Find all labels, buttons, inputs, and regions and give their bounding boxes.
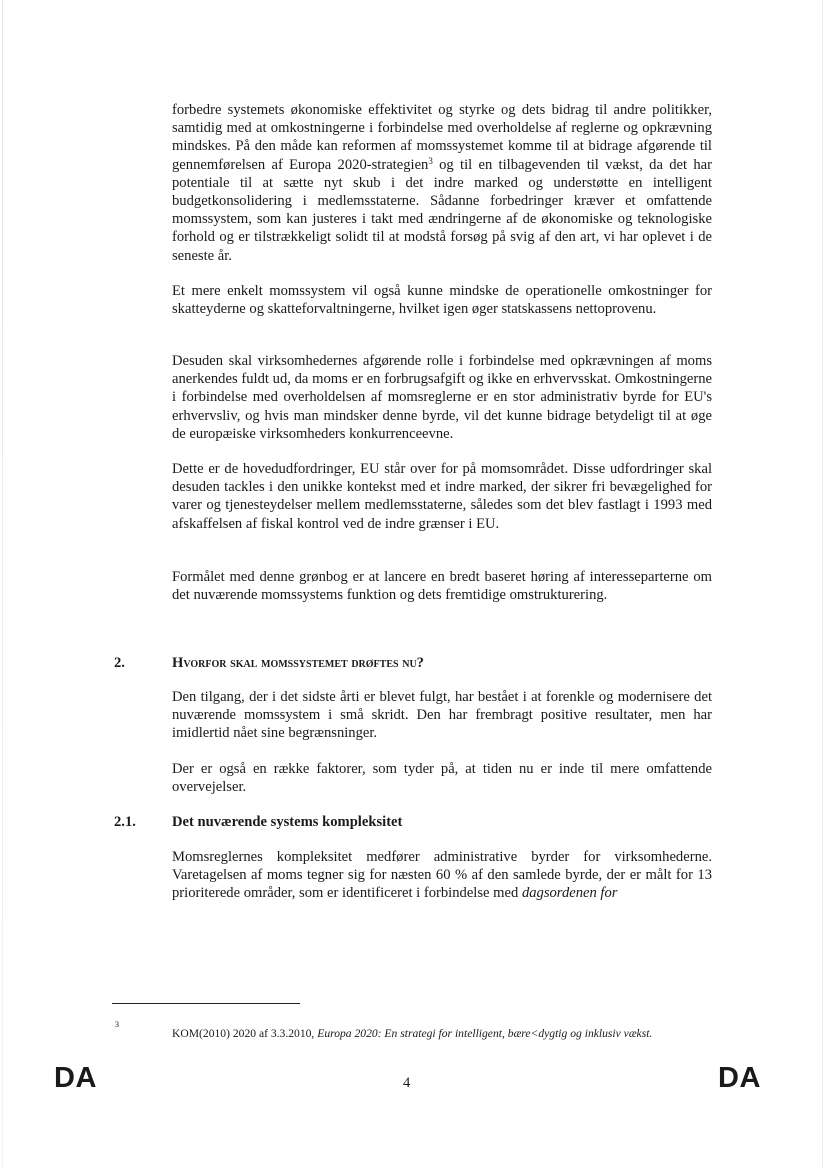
paragraph-1	[172, 101, 712, 265]
language-code-left: DA	[54, 1062, 97, 1094]
footnote-mark: 3	[115, 1020, 119, 1029]
paragraph-2: Et mere enkelt momssystem vil også kunne mindske de operationelle omkostninger for skatteyderne og skatteforvaltningerne, hvilket igen øger statskassens nettoprovenu.	[172, 283, 712, 318]
scan-edge-right	[822, 0, 823, 1168]
scan-edge-left	[2, 0, 3, 1168]
section-2-number: 2.	[114, 655, 125, 671]
paragraph-3: Desuden skal virksomhedernes afgørende rolle i forbindelse med opkrævningen af moms anerkendes fuldt ud, da moms er en forbrugsafgift og ikke en erhvervsskat. Omkostningerne i forbindelse med overholdelsen af momsreglerne er en stor administrativ byrde for EU's erhvervsliv, og hvis man mindsker denne byrde, vil det kunne bidrage betydeligt til at øge de europæiske virksomheders konkurrenceevne.	[172, 353, 712, 442]
section-2-1-title: Det nuværende systems kompleksitet	[172, 814, 403, 830]
paragraph-5: Formålet med denne grønbog er at lancere en bredt baseret høring af interesseparterne om det nuværende momssystems funktion og dets fremtidige omstrukturering.	[172, 569, 712, 604]
paragraph-4: Dette er de hovedudfordringer, EU står over for på momsområdet. Disse udfordringer skal desuden tackles i den unikke kontekst med et indre marked, der sikrer fri bevægelighed for varer og tjenesteydelser mellem medlemsstaterne, således som det blev fastlagt i 1993 med afskaffelsen af fiskal kontrol ved de indre grænser i EU.	[172, 461, 712, 532]
footnote-reference: 3	[428, 155, 433, 166]
footnote-text-plain: KOM(2010) 2020 af 3.3.2010,	[172, 1027, 318, 1040]
section-2-1-number: 2.1.	[114, 814, 136, 830]
paragraph-1-text: forbedre systemets økonomiske effektivitet og styrke og dets bidrag til andre politikker, samtidig med at omkostningerne i forbindelse med overholdelse af reglerne og opkrævning mindskes. På den måde kan reformen af momssystemet komme til at bidrage afgørende til gennemførelsen af Europa 2020-strategien	[172, 102, 712, 173]
footnote-text	[172, 1027, 652, 1041]
footnote-text-italic: Europa 2020: En strategi for intelligent, bære<dygtig og inklusiv vækst.	[317, 1027, 653, 1040]
paragraph-8-italic: dagsordenen for	[521, 885, 618, 902]
paragraph-7: Der er også en række faktorer, som tyder på, at tiden nu er inde til mere omfattende overvejelser.	[172, 761, 712, 796]
paragraph-8-text: Momsreglernes kompleksitet medfører administrative byrder for virksomhederne. Varetagelsen af moms tegner sig for næsten 60 % af den samlede byrde, der er målt for 13 prioriterede områder, som er identificeret i forbindelse med	[172, 849, 712, 902]
section-2-title: Hvorfor skal momssystemet drøftes nu?	[172, 655, 424, 671]
page-number: 4	[403, 1075, 411, 1091]
footnote-divider	[112, 1003, 300, 1004]
paragraph-6: Den tilgang, der i det sidste årti er blevet fulgt, har bestået i at forenkle og modernisere det nuværende momssystem i små skridt. Den har frembragt positive resultater, men har imidlertid nået sine begrænsninger.	[172, 689, 712, 742]
paragraph-1-tail: og til en tilbagevenden til vækst, da det har potentiale til at sætte nyt skub i det indre marked og understøtte en intelligent budgetkonsolidering i medlemsstaterne. Sådanne forbedringer kræver et omfattende momssystem, som kan justeres i takt med ændringerne af de økonomiske og teknologiske forhold og er tilstrækkeligt solidt til at modstå forsøg på svig af den art, vi har oplevet i de seneste år.	[172, 156, 712, 264]
paragraph-8	[172, 848, 712, 903]
language-code-right: DA	[718, 1062, 761, 1094]
